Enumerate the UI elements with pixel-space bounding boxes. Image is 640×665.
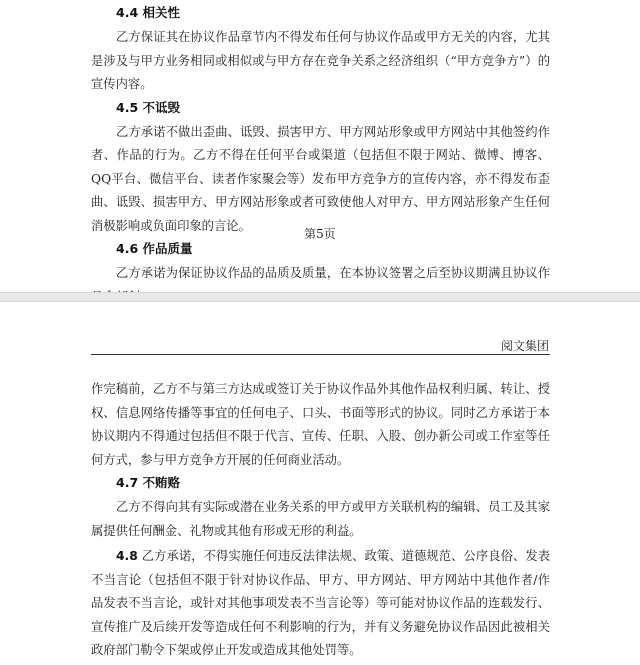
section-heading-4-7: 4.7 不贿赂: [116, 475, 180, 490]
page-5-body: [91, 4, 550, 311]
section-paragraph-4-8: [91, 545, 550, 663]
section-heading-4-4: 4.4 相关性: [116, 5, 180, 20]
page-6-body: [91, 378, 550, 665]
page-number: 第5页: [304, 227, 336, 241]
section-paragraph-4-6: 乙方承诺为保证协议作品的品质及质量，在本协议签署之后至协议期满且协议作: [116, 266, 550, 280]
section-paragraph-4-7: 乙方不得向其有实际或潜在业务关系的甲方或甲方关联机构的编辑、员工及其家属提供任何酬金、礼物或其他有形或无形的利益。: [91, 500, 550, 538]
page-header-company: 阅文集团: [500, 339, 549, 353]
document-page-6: [0, 302, 640, 657]
section-text-4-8: 乙方承诺，不得实施任何违反法律法规、政策、道德规范、公序良俗、发表不当言论（包括但不限于针对协议作品、甲方、甲方网站、甲方网站中其他作者/作品发表不当言论，或针对其他事项发表不当言论等）等可能对协议作品的连载发行、宣传推广及后续开发等造成任何不利影响的行为，并有义务避免协议作品因此被相关政府部门勒令下架或停止开发或造成其他处罚等。: [91, 549, 550, 657]
section-heading-4-5: 4.5 不诋毁: [116, 99, 180, 115]
section-paragraph-4-5: 乙方承诺不做出歪曲、诋毁、损害甲方、甲方网站形象或甲方网站中其他签约作者、作品的行为。乙方不得在任何平台或渠道（包括但不限于网站、微博、博客、QQ平台、微信平台、读者作家聚会等）发布甲方竞争方的宣传内容，亦不得发布歪曲、诋毁、损害甲方、甲方网站形象或者可致使他人对甲方、甲方网站形象产生任何消极影响或负面印象的言论。: [91, 124, 550, 233]
section-paragraph-4-6-continued: 作完稿前，乙方不与第三方达成或签订关于协议作品外其他作品权利归属、转让、授权、信息网络传播等事宜的任何电子、口头、书面等形式的协议。同时乙方承诺于本协议期内不得通过包括但不限于代言、宣传、任职、入股、创办新公司或工作室等任何方式，参与甲方竞争方开展的任何商业活动。: [91, 382, 550, 467]
page-separator: [0, 292, 640, 302]
section-heading-4-6: 4.6 作品质量: [116, 241, 193, 256]
page-header-rule: [91, 354, 550, 355]
section-paragraph-4-4: 乙方保证其在协议作品章节内不得发布任何与协议作品或甲方无关的内容，尤其是涉及与甲方业务相同或相似或与甲方存在竞争关系之经济组织（“甲方竞争方”）的宣传内容。: [91, 30, 550, 91]
document-page-5: [0, 0, 640, 292]
section-number-4-8: 4.8: [116, 549, 138, 563]
